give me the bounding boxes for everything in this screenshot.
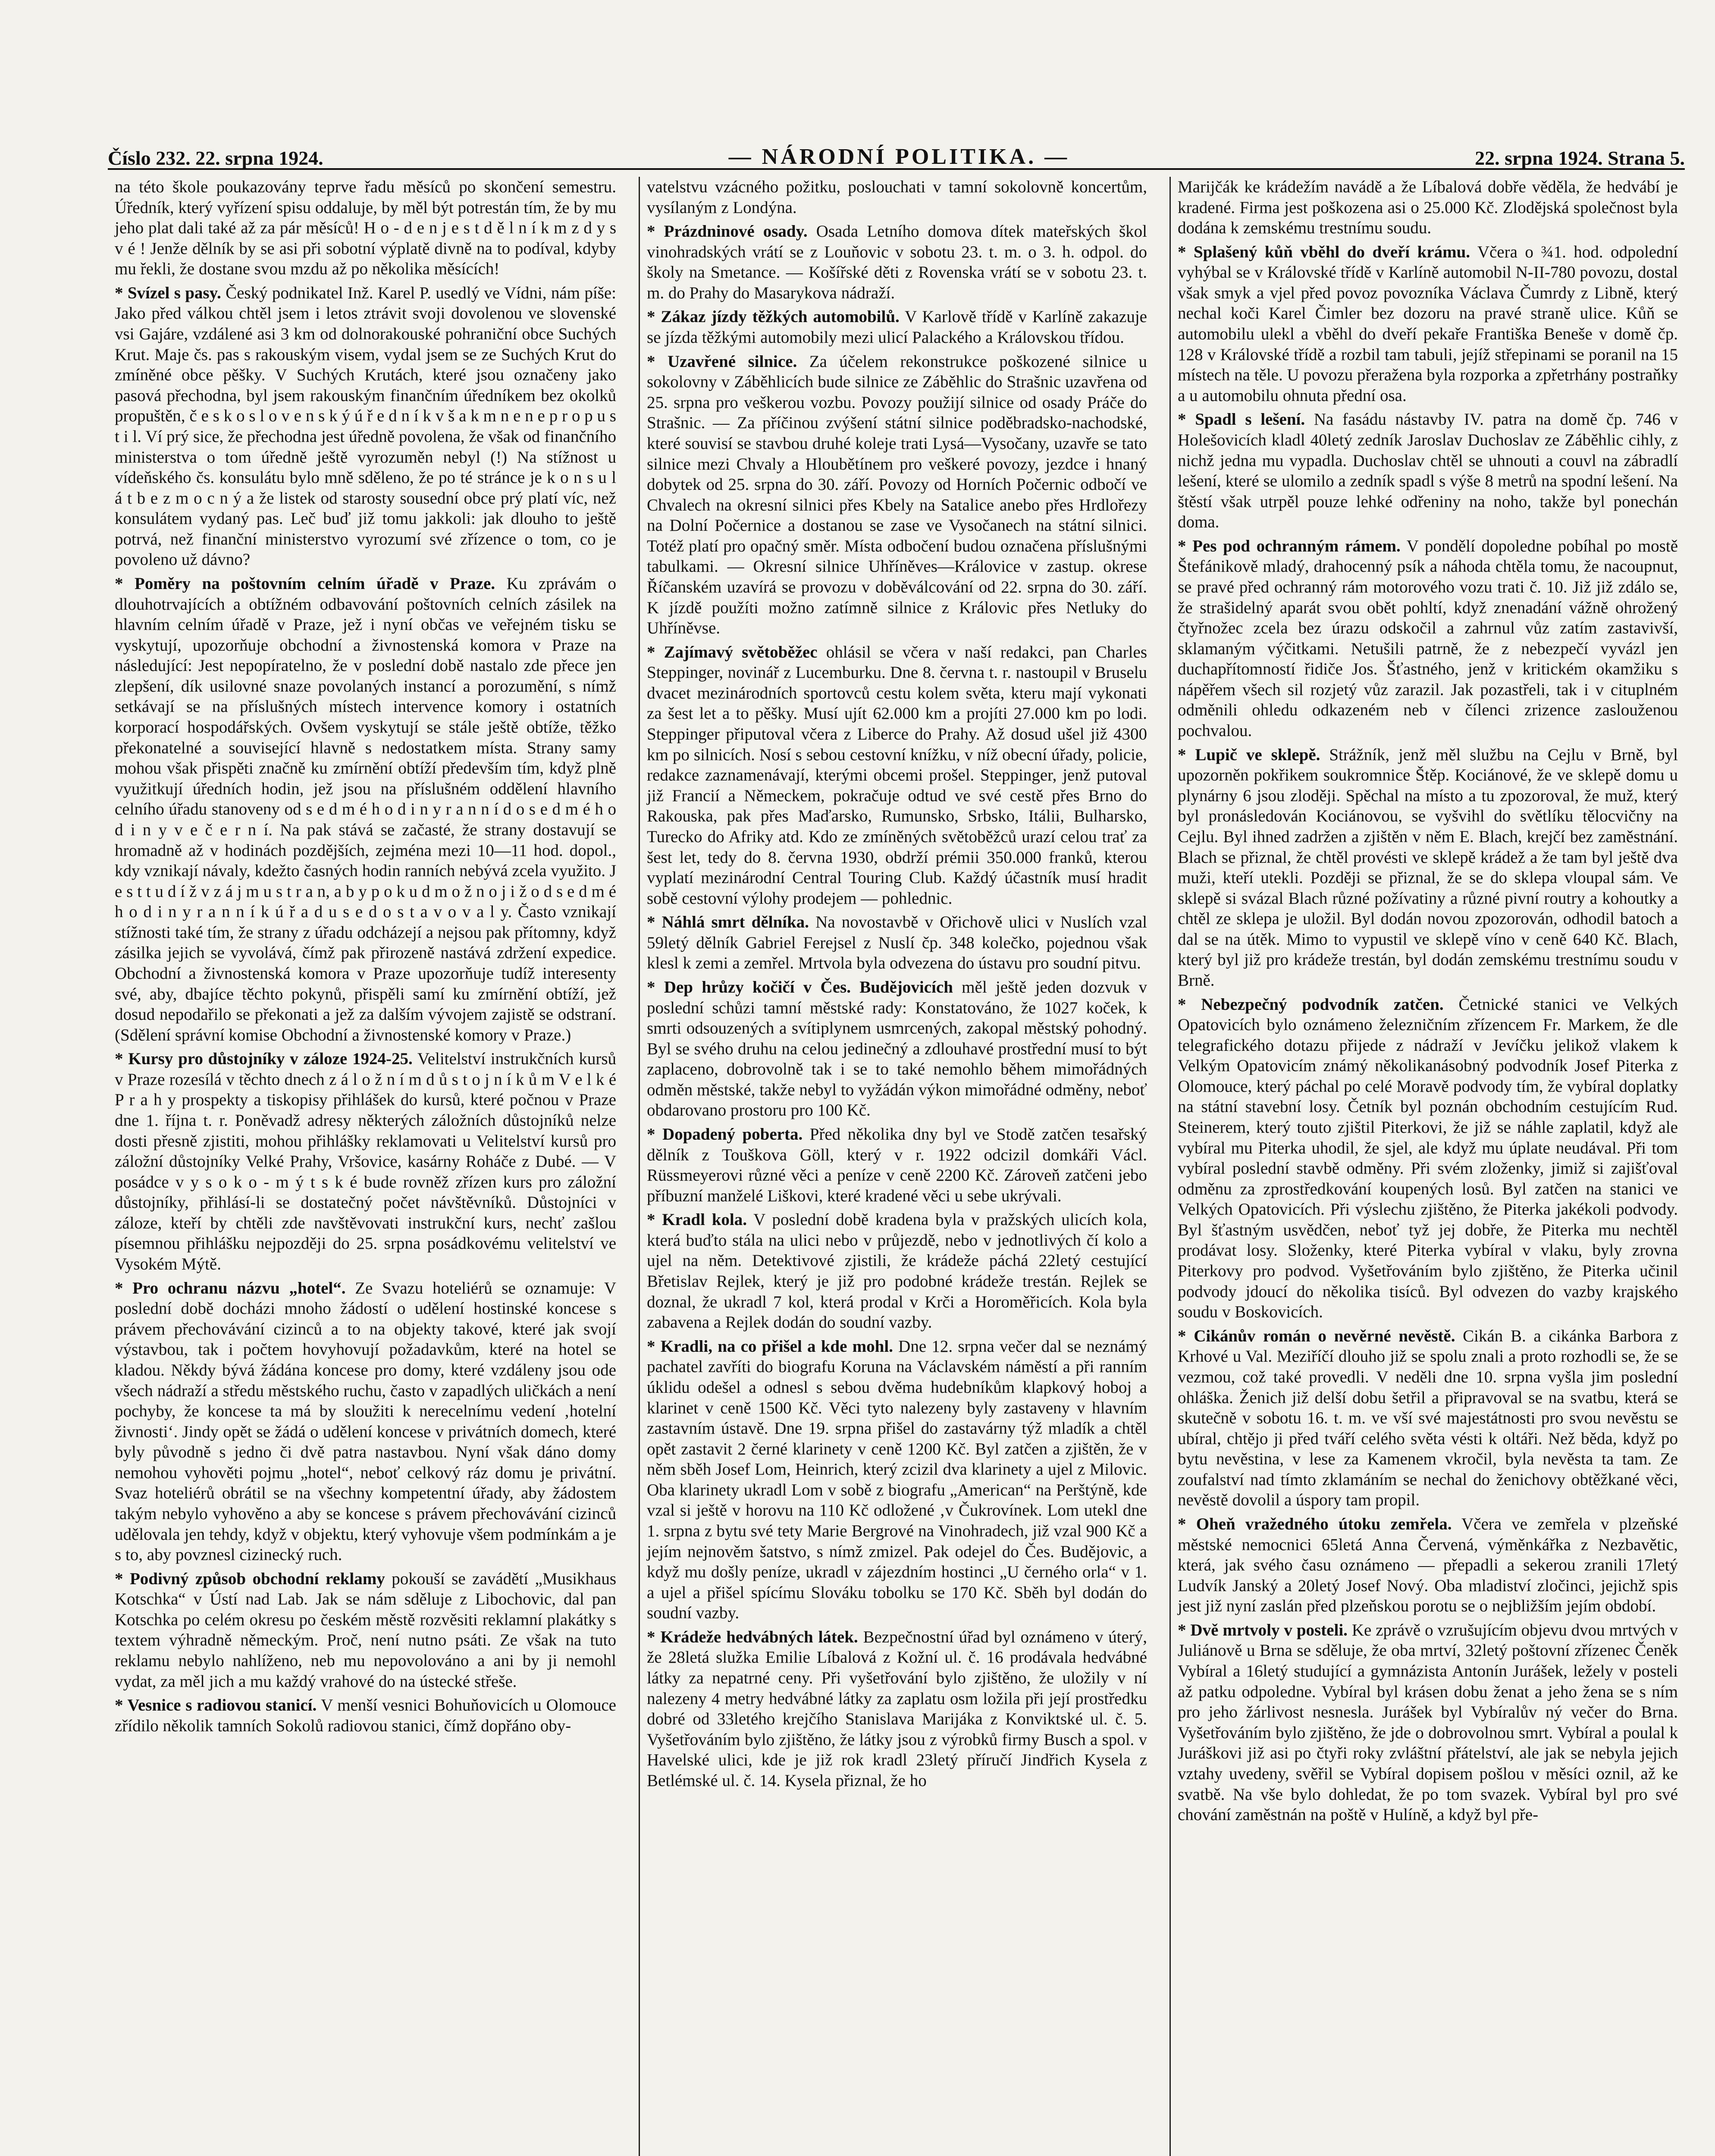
article-body: Velitelství instrukčních kursů v Praze rozesílá v těchto dnech z á l o ž n í m d ů s t o j n í k ů m V e l k é P r a h y prospekty a tiskopisy přihlášek do kursů, které počnou v Praze dne 1. října t. r. Poněvadž adresy některých záložních důstojníků nelze dosti přesně zjistiti, mohou přihlášky reklamovati u Velitelství kursů pro záložní důstojníky Velké Prahy, Vršovice, kasárny Roháče z Dubé. — V posádce v y s o k o - m ý t s k é bude rovněž zřízen kurs pro záložní důstojníky, přihlásí-li se dostatečný počet návštěvníků. Důstojníci v záloze, kteří by chtěli zde navštěvovati instrukční kurs, nechť zašlou písemnou přihlášku nejpozději do 25. srpna posádkovému velitelství ve Vysokém Mýtě.: [115, 1050, 616, 1274]
article-body: Včera ve zemřela v plzeňské městské nemocnici 65letá Anna Červená, výměnkářka z Nezbavětic, která, jak svého času oznámeno — přepadli a sekerou zranili 17letý Ludvík Janský a 20letý Josef Nový. Oba mladiství zločinci, jejichž spis jest již nyní zaslán před plzeňskou porotu se o nejbližším jejím období.: [1178, 1515, 1678, 1616]
article: [647, 912, 1147, 974]
article-body: Osada Letního domova dítek mateřských škol vinohradských vrátí se z Louňovic v sobotu 23. t. m. o 3. h. odpol. do školy na Smetance. — Košířské děti z Rovenska vrátí se v sobotu 23. t. m. do Prahy do Masarykova nádraží.: [647, 222, 1148, 302]
article-headline: * Vesnice s radiovou stanicí.: [115, 1696, 317, 1715]
article-body: Ze Svazu hoteliérů se oznamuje: V poslední době docházi mnoho žádostí o udělení hostinské koncese s právem přechovávání cizinců a to na objekty takové, které jak svojí výstavbou, tak i počtem hovyhovují požadavkům, které na hotel se kladou. Někdy bývá žádána koncese pro domy, které vzdáleny jsou ode všech nádraží a středu městského ruchu, často v zapadlých uličkách a není pochyby, že koncese ta má by sloužiti k nerecelnímu vedení ‚hotelní živnosti‘. Jindy opět se žádá o udělení koncese v privátních domech, které byly původně s jedno či dvě patra nastavbou. Nyní však dáno domy nemohou vyhověti pojmu „hotel“, neboť celkový ráz domu je privátní. Svaz hoteliérů obrátil se na všechny kompetentní úřady, aby žádostem takým nebylo vyhověno a aby se koncese s právem přechovávání cizinců udělovala jen tehdy, když v objektu, který vyhovuje všem podmínkám a je s to, aby povznesl cizinecký ruch.: [115, 1279, 616, 1564]
column-1: [108, 177, 623, 2156]
article: [115, 1569, 616, 1692]
article-body: Včera o ¾1. hod. odpolední vyhýbal se v Královské třídě v Karlíně automobil N-II-780 povozu, dostal však smyk a vjel před povoz povozníka Václava Čumrdy z Libně, který nechal koči Karel Čimler bez dozoru na pravé straně ulice. Kůň se automobilu ulekl a vběhl do dveří pekaře Františka Beneše v domě čp. 128 v Královské třídě a rozbil tam tabuli, jejíž střepinami se poranil na 15 místech na těle. U povozu přeražena byla rozporka a zpřetrhány postraňky a u automobilu ohnuta přední osa.: [1178, 242, 1678, 405]
issue-info: Číslo 232. 22. srpna 1924.: [108, 147, 323, 169]
article: [647, 221, 1147, 303]
article: [647, 307, 1147, 348]
article-headline: * Spadl s lešení.: [1178, 410, 1305, 429]
article: [647, 642, 1147, 909]
column-2: [639, 177, 1154, 2156]
article: [647, 1627, 1147, 1791]
article: [115, 1695, 616, 1736]
article-body: Cikán B. a cikánka Barbora z Krhové u Val. Meziříčí dlouho již se spolu znali a proto rozhodli se, že se vezmou, což také provedli. V neděli dne 10. srpna vyšla jim poslední ohláška. Ženich již delší dobu šetřil a připravoval se na svatbu, která se skutečně v sobotu 16. t. m. ve vší své majestátnosti pro svou nevěstu se ubíral, chtějo ji před tváří celého světa vésti k oltáři. Než běda, když po bytu nevěstina, v lese za Kamenem vkročil, byla nevěsta ta tam. Ze zoufalství nad tímto zklamáním se nechal do ženichovy obtěžkané věci, nevěstě dovolil a úspory tam propil.: [1178, 1326, 1678, 1510]
article-body: Marijčák ke krádežím navádě a že Líbalová dobře věděla, že hedvábí je kradené. Firma jest poškozena asi o 25.000 Kč. Zlodějská společnost byla dodána k zemskému trestnímu soudu.: [1178, 178, 1678, 238]
article-body: Ke zprávě o vzrušujícím objevu dvou mrtvých v Juliánově u Brna se sděluje, že oba mrtví, 32letý poštovní zřízenec Čeněk Vybíral a 16letý studující a gymnázista Antonín Jurášek, ležely v posteli až patku odpoledne. Vybíral byl krásen dobu ženat a jeho žena se s ním pro jeho žárlivost nesnesla. Jurášek byl Vybíralův ný večer do Brna. Vyšetřováním bylo zjištěno, že jde o dobrovolnou smrt. Vybíral a poulal k Juráškovi již asi po čtyři roky zvláštní přátelství, ale jak se nebyla jejich vztahy uvedeny, svěřil se Vybíral dopisem pošlou v měsíci oznil, až ke svatbě. Na vše bylo dohledat, že po tom svazek. Vybíral byl pro své chování zaměstnán na poště v Hulíně, a když byl pře-: [1178, 1620, 1678, 1824]
article-headline: * Náhlá smrt dělníka.: [647, 913, 809, 932]
article: [1178, 745, 1678, 991]
article-body: ohlásil se včera v naší redakci, pan Charles Steppinger, novinář z Lucemburku. Dne 8. června t. r. nastoupil v Bruselu dvacet mezinárodních sportovců cestu kolem světa, kteru mají vykonati za šest let a to pěšky. Musí ujít 62.000 km a projíti 27.000 km po lodi. Steppinger připutoval včera z Liberce do Prahy. Až dosud ušel již 4300 km po silnicích. Nosí s sebou cestovní knížku, v níž obecní úřady, policie, redakce zaznamenávají, kterými obcemi prošel. Steppinger, jenž putoval již Francií a Německem, pokračuje odtud ve své cestě přes Brno do Rakouska, pak přes Maďarsko, Rumunsko, Srbsko, Itálii, Bulharsko, Turecko do Afriky atd. Kdo ze zmíněných světoběžců urazí celou trať za šest let, tedy do 8. června 1930, obdrží prémii 350.000 franků, kterou vyplatí mezinárodní Central Touring Club. Každý účastník musí hradit sobě cestovní výlohy prodejem — pohlednic.: [647, 642, 1148, 908]
article: [115, 573, 616, 1045]
article: [115, 283, 616, 570]
article-headline: * Zajímavý světoběžec: [647, 642, 818, 661]
article-headline: * Cikánův román o nevěrné nevěstě.: [1178, 1326, 1455, 1345]
article-body: Před několika dny byl ve Stodě zatčen tesařský dělník z Touškova Göll, který v r. 1922 odcizil domkáři Václ. Rüssmeyerovi různé věci a peníze v ceně 2200 Kč. Zároveň zatčeni jebo příbuzní manželé Liškovi, které kradené věci u sebe ukrývali.: [647, 1125, 1147, 1205]
article-body: Ku zprávám o dlouhotrvajících a obtížném odbavování poštovních celních zásilek na hlavním celním úřadě v Praze, jež i nyní občas ve veřejném tisku se vyskytují, upozorňuje obchodní a živnostenská komora v Praze na následující: Jest nepopíratelno, že v poslední době nastalo zde přece jen zlepšení, dík usilovné snaze povolaných instancí a porozumění, s nímž setkávají se na příslušných místech intervence komory i ostatních korporací hospodářských. Ovšem vyskytují se stále ještě obtíže, těžko překonatelné a související hlavně s nedostatkem místa. Strany samy mohou však přispěti značně ku zmírnění obtíží především tím, když plně využitkují úředních hodin, jež jsou na příslušném oddělení hlavního celního úřadu stanoveny od s e d m é h o d i n y r a n n í d o s e d m é h o d i n y v e č e r n í. Na pak stává se začasté, že strany dostavují se hromadně až v hodinách pozdějších, zejména mezi 10—11 hod. dopol., kdy vznikají návaly, kdežto časných hodin ranních nebývá zcela využito. J e s t t u d í ž v z á j m u s t r a n, a b y p o k u d m o ž n o j i ž o d s e d m é h o d i n y r a n n í k ú ř a d u s e d o s t a v o v a l y. Často vznikají stížnosti také tím, že strany z úřadu odcházejí a nejsou pak přítomny, když zásilka jejich se vyvolává, čímž pak přirozeně nastává zdržení expedice. Obchodní a živnostenská komora v Praze upozorňuje tudíž interesenty své, aby, dbajíce těchto pokynů, přispěli samí ku zmírnění obtíží, jež dosud nepodařilo se překonati a jež za dalším vývojem zajistě se odstraní. (Sdělení správní komise Obchodní a živnostenské komory v Praze.): [115, 574, 617, 1044]
article: [1178, 1620, 1678, 1825]
masthead-title: — NÁRODNÍ POLITIKA. —: [728, 144, 1070, 169]
article: [115, 1278, 616, 1565]
article-body: V Karlově třídě v Karlíně zakazuje se jízda těžkými automobily mezi ulicí Palackého a Královskou třídou.: [647, 307, 1147, 347]
article-headline: * Pes pod ochranným rámem.: [1178, 536, 1401, 555]
article-headline: * Dopadený poberta.: [647, 1125, 803, 1144]
article: [647, 977, 1147, 1121]
article-body: V poslední době kradena byla v pražských ulicích kola, která buďto stála na ulici nebo v průjezdě, nebo v jednotlivých čí kolo a ujel na něm. Detektivové zjistili, že krádeže páchá 22letý cestující Břetislav Rejlek, který je již pro podobné krádeže trestán. Rejlek se doznal, že ukradl 7 kol, která prodal v Krči a Horoměřicích. Kola byla zabavena a Rejlek dodán do soudní vazby.: [647, 1210, 1148, 1332]
article-headline: * Dvě mrtvoly v posteli.: [1178, 1620, 1348, 1639]
article-body: Strážník, jenž měl službu na Cejlu v Brně, byl upozorněn pokřikem soukromnice Štěp. Kociánové, že ve sklepě domu u plynárny 6 jsou zloději. Spěchal na místo a tu zpozoroval, že muž, který byl pronásledován Kociánovou, se vyšvihl do světlíku tělocvičny na Cejlu. Byl ihned zadržen a zjištěn v něm E. Blach, krejčí bez zaměstnání. Blach se přiznal, že chtěl provésti ve sklepě krádež a že tam byl ještě dva muži, kteří utekli. Později se přiznal, že se do sklepa vloupal sám. Ve sklepě si svázal Blach různé požívatiny a různé pivní routry a kohoutky a chtěl ze sklepa je uložil. Byl dodán novou zpozorován, odhodil batoch a dal se na útěk. Mimo to vypustil ve sklepě víno v ceně 640 Kč. Blach, který byl již pro krádeže trestán, byl dodán zemskému trestnímu soudu v Brně.: [1178, 745, 1678, 990]
article-body: Dne 12. srpna večer dal se neznámý pachatel zavříti do biografu Koruna na Václavském náměstí a při ranním úklidu odešel a odnesl s sebou dvěma hudebníkům klapkový hoboj a klarinet v ceně 1500 Kč. Věci tyto nalezeny byly zastaveny v hlavním zastavním ústavě. Dne 19. srpna přišel do zastavárny týž mladík a chtěl opět zastavit 2 černé klarinety v ceně 1200 Kč. Byl zatčen a zjištěn, že v něm sběh Josef Lom, Heinrich, který zcizil dva klarinety a ujel z Milovic. Oba klarinety ukradl Lom v sobě z biografu „American“ na Perštýně, kde vzal si ještě v horovu na 110 Kč odložené ‚v Čukrovínek. Lom utekl dne 1. srpna z bytu své tety Marie Bergrové na Vinohradech, již vzal 900 Kč a jejím nejnověm šatstvo, s nímž zmizel. Pak odejel do Čes. Budějovic, a když mu došly peníze, ukradl v zájezdním hostinci „U černého orla“ v 1. a ujel a přišel spícímu Slováku tobolku se 170 Kč. Sběh byl dodán do soudní vazby.: [647, 1337, 1148, 1623]
article-headline: * Pro ochranu názvu „hotel“.: [115, 1279, 346, 1297]
article-headline: * Kradl kola.: [647, 1210, 747, 1229]
article: [1178, 1514, 1678, 1617]
article-headline: * Podivný způsob obchodní reklamy: [115, 1569, 385, 1588]
column-3: [1169, 177, 1685, 2156]
article-headline: * Svízel s pasy.: [115, 283, 221, 302]
article-headline: * Poměry na poštovním celním úřadě v Praze.: [115, 574, 495, 593]
article: [1178, 177, 1678, 238]
article-body: Na fasádu nástavby IV. patra na domě čp. 746 v Holešovicích kladl 40letý zedník Jaroslav Duchoslav ze Záběhlic cihly, z nichž jedna mu vypadla. Duchoslav chtěl se uhnouti a couvl na zábradlí lešení, které se ulomilo a zedník spadl s výše 8 metrů na spodní lešení. Na štěstí však utrpěl pouze lehké odřeniny na noho, takže byl ponechán doma.: [1178, 410, 1678, 532]
article-headline: * Lupič ve sklepě.: [1178, 745, 1320, 764]
text-columns: [108, 177, 1685, 2156]
article: [1178, 1326, 1678, 1510]
article: [1178, 242, 1678, 406]
page-header: [108, 129, 1685, 170]
article-body: Bezpečnostní úřad byl oznámeno v úterý, že 28letá služka Emilie Líbalová z Kožní ul. č. 16 prodávala hedvábné látky za nepatrné ceny. Při vyšetřování bylo zjištěno, že uložily v ní nalezeny 4 metry hedvábné látky za zaplatu osm ložila při její prostředku dobré od 33letého krejčího Stanislava Marijáka z Konviktské ul. č. 5. Vyšetřováním bylo zjištěno, že látky jsou z výrobků firmy Busch a spol. v Havelské ulici, kde je již rok kradl 23letý příručí Jindřich Kysela z Betlémské ul. č. 14. Kysela přiznal, že ho: [647, 1627, 1147, 1790]
article: [647, 177, 1147, 218]
article-headline: * Oheň vražedného útoku zemřela.: [1178, 1515, 1452, 1533]
article-body: Český podnikatel Inž. Karel P. usedlý ve Vídni, nám píše: Jako před válkou chtěl jsem i letos ztrávit svoji dovolenou ve slovenské vsi Gajáre, vzdálené asi 3 km od dolnorakouské pohraniční obce Suchých Krut. Maje čs. pas s rakouským visem, vydal jsem se ze Suchých Krut do zmíněné obce pěšky. V Suchých Krutách, které jsou označeny jako pasová přechodna, byl jsem rakouským finančním úředníkem bez okolků propuštěn, č e s k o s l o v e n s k ý ú ř e d n í k v š a k m n e n e p r o p u s t i l. Ví prý sice, že přechodna jest úředně povolena, že však od finančního ministerstva o tom úředně ještě vyrozuměn nebyl (!) Na stížnost u vídeňského čs. konsulátu bylo mně sděleno, že po té stránce je k o n s u l á t b e z m o c n ý a že listek od starosty sousední obce prý platí víc, než konsulátem vydaný pas. Leč buď již tomu jakkoli: jak dlouho to ještě potrvá, než finanční ministerstvo vyrozumí své zřízence o tom, co je povoleno už dávno?: [115, 283, 617, 569]
article: [647, 1124, 1147, 1206]
article-body: V menší vesnici Bohuňovicích u Olomouce zřídilo několik tamních Sokolů radiovou stanici, čímž dopřáno oby-: [115, 1696, 616, 1735]
article: [1178, 409, 1678, 532]
article-headline: * Uzavřené silnice.: [647, 352, 797, 371]
article: [1178, 536, 1678, 741]
article-body: měl ještě jeden dozvuk v poslední schůzi tamní městské rady: Konstatováno, že 1027 koček, k smrti odsouzených a svítiplynem usmrcených, zakopal městský pohodný. Byl se svého druhu na celou jedinečný a zdlouhavé prostřední musí to být zaplaceno, dobrovolně tak i se to také nemohlo během mimořádných odměn městské, takže nebyl to vyžádán výkon mimořádné odměny, neboť obdarovano prostoru pro 100 Kč.: [647, 978, 1148, 1120]
article-body: Četnické stanici ve Velkých Opatovicích bylo oznámeno železničním zřízencem Fr. Markem, že dle telegrafického dotazu přijede z nádraží v Jevíčku jelikož vlakem k Velkým Opatovicím známý několikanásobný podvodník Josef Piterka z Olomouce, který páchal po celé Moravě podvody tím, že vybíral doplatky na státní stavební losy. Četník byl poznán obchodním cestujícím Rud. Steinerem, který touto zjištil Piterkovi, že již se náhle zaplatil, když ale vybíral mu Piterka uhodil, že sjel, ale když mu úplate neudával. Při tom vybíral poslední stavbě odměny. Při svém zloženky, jimiž si zajišťoval odměnu za zprostředkování koupených losů. Byl zatčen na stanici ve Velkých Opatovicích. Při výslechu zjištěno, že Piterka jakékoli podvody. Byl šťastným usvědčen, neboť tyž jej dobře, že Piterka mu nechtěl prodávat losy. Složenky, které Piterka vybíral v vlaku, byly zrovna Piterkovy pro podvod. Vyšetřováním bylo zjištěno, že Piterka učinil podvody jdoucí do několika tisíců. Byl odvezen do vazby krajského soudu v Boskovicích.: [1178, 995, 1678, 1322]
article: [647, 1210, 1147, 1332]
article: [647, 1336, 1147, 1623]
article: [1178, 994, 1678, 1322]
page-number: 22. srpna 1924. Strana 5.: [1475, 147, 1685, 169]
article: [647, 351, 1147, 639]
article-headline: * Zákaz jízdy těžkých automobilů.: [647, 307, 900, 326]
article-body: pokouší se zavádětí „Musikhaus Kotschka“ v Ústí nad Lab. Jak se nám sděluje z Libochovic, dal pan Kotschka po celém okresu po českém městě rozvěsiti reklamní plakátky s textem výhradně německým. Proč, není nutno psáti. Ze však na tuto reklamu nebylo nahlíženo, neb mu nepovolováno a ani by ji nemohl vydat, za měl jich a mu každý vrahové do na ústecké střeše.: [115, 1569, 617, 1691]
article-headline: * Dep hrůzy kočičí v Čes. Budějovicích: [647, 978, 953, 997]
article-body: na této škole poukazovány teprve řadu měsíců po skončení semestru. Úředník, který vyřízení spisu oddaluje, by měl být potrestán tím, že by mu jeho plat dali také až za pár měsíců! H o - d e n j e s t d ě l n í k m z d y s v é ! Jenže dělník by se asi při sobotní výplatě divně na to podíval, kdyby mu řekli, že dostane svou mzdu až po několika měsících!: [115, 178, 616, 279]
article-headline: * Splašený kůň vběhl do dveří krámu.: [1178, 242, 1470, 261]
article-body: V pondělí dopoledne pobíhal po mostě Štefánikově mladý, drahocenný psík a náhoda chtěla tomu, že nacoupnut, se pravé před ochranný rám motorového vozu trati č. 10. Již již zdálo se, že strašidelný aparát svou obět pohltí, když znenadání vážně ohrožený čtyřnožec zcela bez úrazu odskočil a zahrnul vůz zatím zastavivší, sklamaným výčitkami. Netušili patrně, že z nebezpečí vyvázl jen duchapřítomností řidiče Jos. Šťastného, jenž v kritickém okamžiku s nápěřem všech sil rozjetý vůz zarazil. Jak pozastřeli, tak i v cituplném odměnili ohledu odkazeném neb v čílenci zrizence zaslouženou pochvalou.: [1178, 536, 1678, 740]
article-body: vatelstvu vzácného požitku, poslouchati v tamní sokolovně koncertům, vysílaným z Londýna.: [647, 178, 1147, 217]
article-body: Za účelem rekonstrukce poškozené silnice u sokolovny v Záběhlicích bude silnice ze Záběhlic do Strašnic uzavřena od 25. srpna pro veškerou vozbu. Povozy použijí silnice od osady Práče do Strašnic. — Za příčinou zvýšení státní silnice poděbradsko-nachodské, které souvisí se stavbou druhé koleje trati Lysá—Vysočany, uzavře se tato silnice mezi Chvaly a Hloubětínem pro veškeré povozy, jezdce i hnaný dobytek od 25. srpna do 30. září. Povozy od Horních Počernic odbočí ve Chvalech na okresní silnici přes Kbely na Satalice anebo přes Hrdlořezy na Dolní Počernice a dostanou se zase ve Vysočanech na státní silnici. Totéž platí pro opačný směr. Místa odbočení budou označena příslušnými tabulkami. — Okresní silnice Uhříněves—Královice v zastup. okrese Říčanském uzavírá se provozu v doběválcování od 22. srpna do 30. září. K jízdě použíti možno zatímně silnice z Královic přes Netluky do Uhříněvse.: [647, 352, 1148, 638]
article-headline: * Krádeže hedvábných látek.: [647, 1627, 858, 1646]
article-body: Na novostavbě v Ořichově ulici v Nuslích vzal 59letý dělník Gabriel Ferejsel z Nuslí čp. 348 kolečko, pojednou však klesl k zemi a zemřel. Mrtvola byla odvezena do ústavu pro soudní pitvu.: [647, 913, 1148, 973]
article-headline: * Prázdninové osady.: [647, 222, 808, 241]
article-headline: * Nebezpečný podvodník zatčen.: [1178, 995, 1444, 1014]
article: [115, 1049, 616, 1274]
article: [115, 177, 616, 279]
article-headline: * Kursy pro důstojníky v záloze 1924-25.: [115, 1050, 413, 1069]
article-headline: * Kradli, na co přišel a kde mohl.: [647, 1337, 893, 1356]
